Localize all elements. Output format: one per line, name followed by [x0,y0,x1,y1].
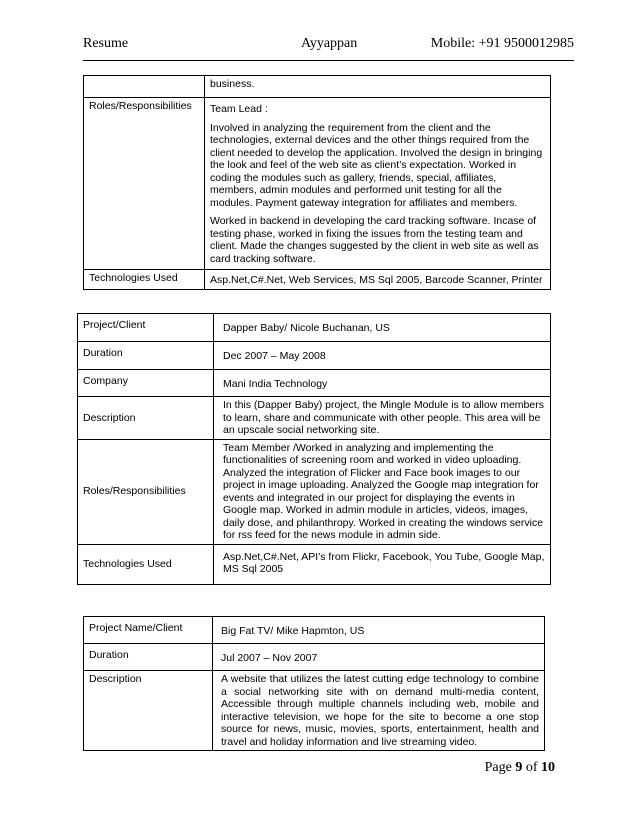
roles-cell [205,98,551,270]
client-label: Project Name/Client [84,617,213,644]
duration-label: Duration [78,342,214,370]
page-header [83,36,574,58]
page-current: 9 [515,760,523,775]
header-name: Ayyappan [301,36,358,51]
roles-value: Team Member /Worked in analyzing and implementing the functionalities of screening room and worked in video uploading. Analyzed the integration of Flicker and Face book images to our project in image uploading. Analyzed the Google map integration for events and integrated in our project for displaying the events in Google map. Worked in admin module in articles, videos, images, daily dose, and philanthropy. Worked in creating the windows service for rss feed for the news module in admin side. [214,439,551,544]
description-label: Description [84,671,213,751]
table-row [78,370,551,397]
table-row [84,98,551,270]
table-row [84,76,551,98]
company-label: Company [78,370,214,397]
table-row [84,617,545,644]
continuation-text: business. [210,78,255,90]
table-row [78,397,551,440]
header-divider [83,60,574,61]
project-table-2 [77,313,551,585]
page-footer [485,760,555,776]
header-resume: Resume [83,36,129,51]
client-label: Project/Client [78,314,214,342]
table-row [78,314,551,342]
table-row [84,270,551,290]
duration-value: Jul 2007 – Nov 2007 [213,644,545,671]
company-value: Mani India Technology [214,370,551,397]
header-mobile: Mobile: +91 9500012985 [430,36,574,51]
client-value: Dapper Baby/ Nicole Buchanan, US [214,314,551,342]
table-row [84,671,545,751]
roles-paragraph: Involved in analyzing the requirement from the client and the technologies, external devices and the other things required from the client needed to develop the application. Involved the design in bringing the look and feel of the web site as client’s expectation. Worked in coding the modules such as gallery, friends, special, affiliates, members, admin modules and performed unit testing for all the modules. Payment gateway integration for affiliates and members. [210,121,543,209]
duration-value: Dec 2007 – May 2008 [214,342,551,370]
project-table-1 [83,75,551,290]
page-of: of [522,760,541,775]
table-row [78,342,551,370]
tech-label: Technologies Used [78,544,214,584]
table-row [84,644,545,671]
description-value: In this (Dapper Baby) project, the Mingle Module is to allow members to learn, share and communicate with other people. This area will be an upscale social networking site. [214,397,551,440]
table-cell [205,76,551,98]
tech-value: Asp.Net,C#.Net, API’s from Flickr, Facebook, You Tube, Google Map, MS Sql 2005 [214,544,551,584]
roles-label: Roles/Responsibilities [84,98,205,270]
client-value: Big Fat TV/ Mike Hapmton, US [213,617,545,644]
page-total: 10 [541,760,555,775]
tech-label: Technologies Used [84,270,205,290]
description-value: A website that utilizes the latest cutting edge technology to combine a social networking site with on demand multi-media content, Accessible through multiple channels including web, mobile and interactive television, we hope for the site to become a one stop source for news, music, movies, sports, entertainment, health and travel and holiday information and live streaming video. [213,671,545,751]
description-label: Description [78,397,214,440]
roles-label: Roles/Responsibilities [78,439,214,544]
roles-title: Team Lead : [210,103,268,115]
table-row [78,439,551,544]
duration-label: Duration [84,644,213,671]
project-table-3 [83,616,545,751]
table-cell [84,76,205,98]
roles-paragraph: Worked in backend in developing the card tracking software. Incase of testing phase, worked in fixing the issues from the testing team and client. Made the changes suggested by the client in web site as well as card tracking software. [210,215,539,265]
table-row [78,544,551,584]
tech-value: Asp.Net,C#.Net, Web Services, MS Sql 2005, Barcode Scanner, Printer [205,270,551,290]
page-prefix: Page [484,760,516,775]
